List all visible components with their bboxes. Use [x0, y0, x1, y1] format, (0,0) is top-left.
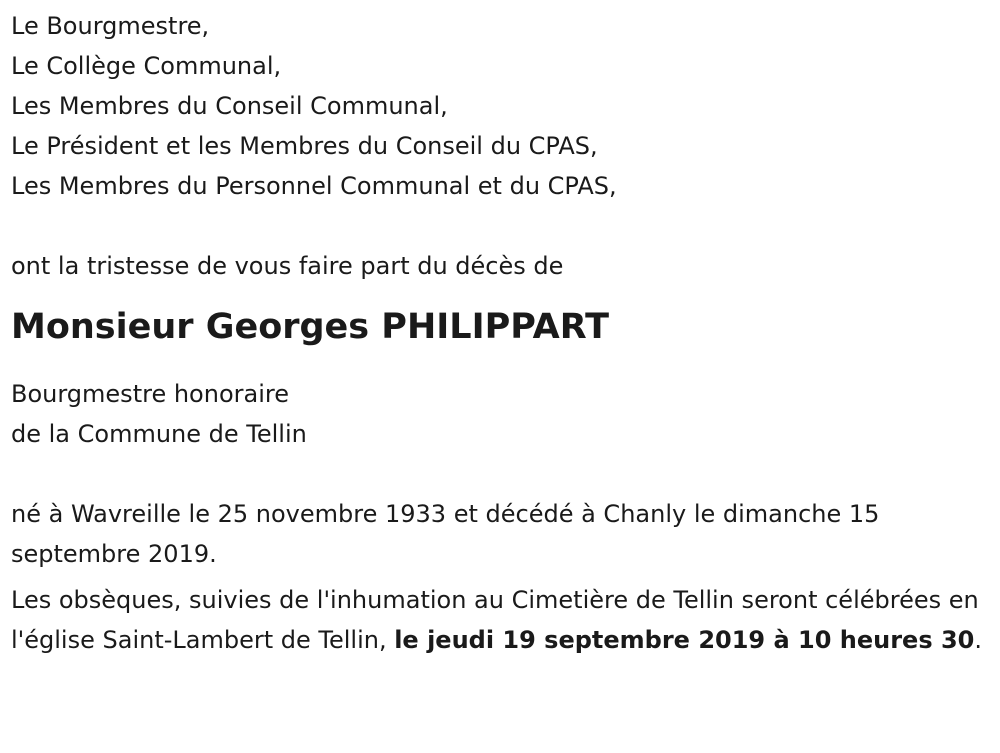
funeral-text-end: . [974, 626, 983, 654]
senders-block [11, 6, 1000, 206]
spacer [11, 206, 1000, 246]
funeral-date-time: le jeudi 19 septembre 2019 à 10 heures 30 [394, 626, 975, 654]
birth-death-text: né à Wavreille le 25 novembre 1933 et décédé à Chanly le dimanche 15 septembre 2019. [11, 500, 880, 568]
sender-line-personnel: Les Membres du Personnel Communal et du CPAS, [11, 172, 617, 200]
sender-line-college: Le Collège Communal, [11, 52, 282, 80]
deceased-name: Monsieur Georges PHILIPPART [11, 307, 610, 347]
sender-line-bourgmestre: Le Bourgmestre, [11, 12, 210, 40]
spacer [11, 454, 1000, 494]
title-line-commune: de la Commune de Tellin [11, 420, 307, 448]
funeral-text [11, 580, 986, 660]
funeral-text-main: Les obsèques, suivies de l'inhumation au Cimetière de Tellin seront célébrées en l'église Saint-Lambert de Tellin, [11, 586, 979, 654]
sender-line-conseil-communal: Les Membres du Conseil Communal, [11, 92, 448, 120]
title-line-honorary: Bourgmestre honoraire [11, 380, 289, 408]
titles-block [11, 374, 1000, 454]
sender-line-cpas-council: Le Président et les Membres du Conseil du CPAS, [11, 132, 598, 160]
spacer [11, 352, 1000, 374]
announcement-text: ont la tristesse de vous faire part du décès de [11, 252, 564, 280]
